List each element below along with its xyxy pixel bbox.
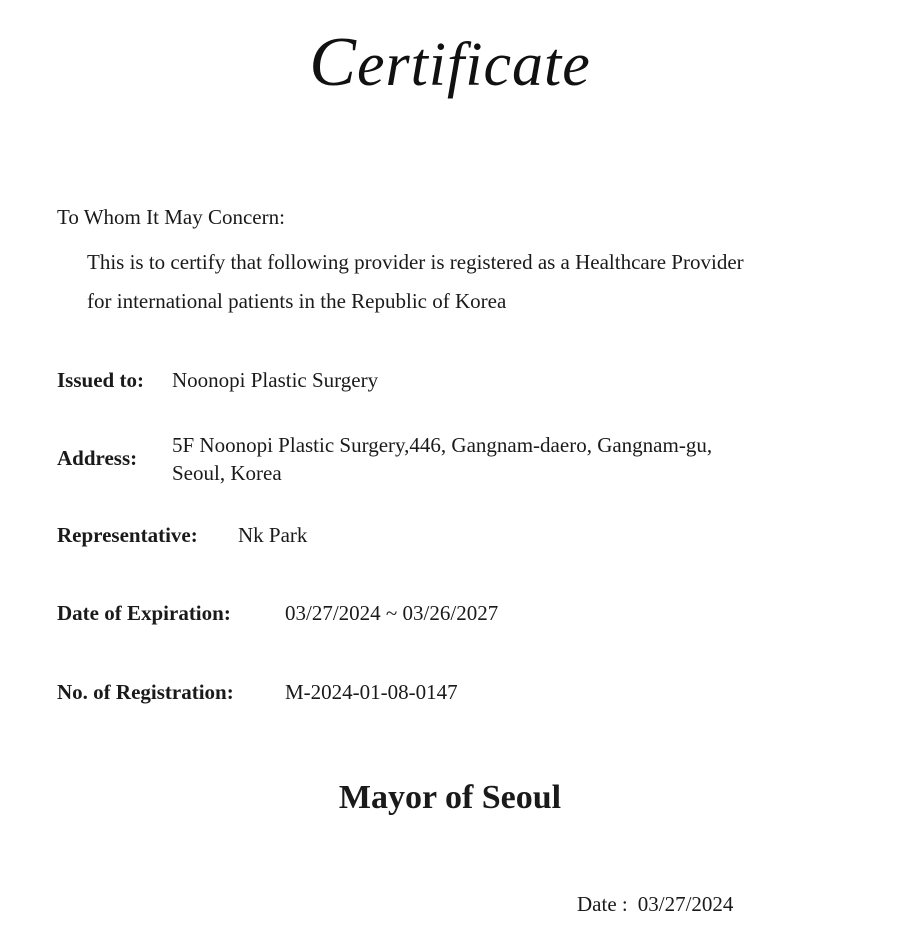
registration-label: No. of Registration:	[57, 680, 234, 704]
date-label: Date :	[577, 892, 628, 916]
expiration-label: Date of Expiration:	[57, 601, 231, 625]
issue-date	[577, 892, 733, 917]
certification-statement	[87, 243, 887, 321]
address-label: Address:	[57, 446, 138, 470]
statement-line: for international patients in the Republic of Korea	[87, 289, 507, 313]
date-value: 03/27/2024	[637, 892, 734, 916]
representative-value: Nk Park	[238, 523, 308, 547]
statement-line: This is to certify that following provider is registered as a Healthcare Provider	[87, 250, 744, 274]
address-line: 5F Noonopi Plastic Surgery,446, Gangnam-daero, Gangnam-gu,	[172, 433, 713, 457]
address-line: Seoul, Korea	[172, 461, 282, 485]
expiration-value: 03/27/2024 ~ 03/26/2027	[285, 601, 499, 625]
issued-to-label: Issued to:	[57, 368, 144, 392]
issued-to-value: Noonopi Plastic Surgery	[172, 368, 379, 392]
representative-label: Representative:	[57, 523, 198, 547]
salutation: To Whom It May Concern:	[57, 205, 285, 229]
registration-value: M-2024-01-08-0147	[285, 680, 458, 704]
certificate-title	[0, 24, 900, 101]
title-rest: ertificate	[356, 31, 591, 99]
issuer-title: Mayor of Seoul	[338, 779, 562, 816]
title-initial: C	[309, 24, 357, 101]
address-value	[172, 431, 712, 487]
